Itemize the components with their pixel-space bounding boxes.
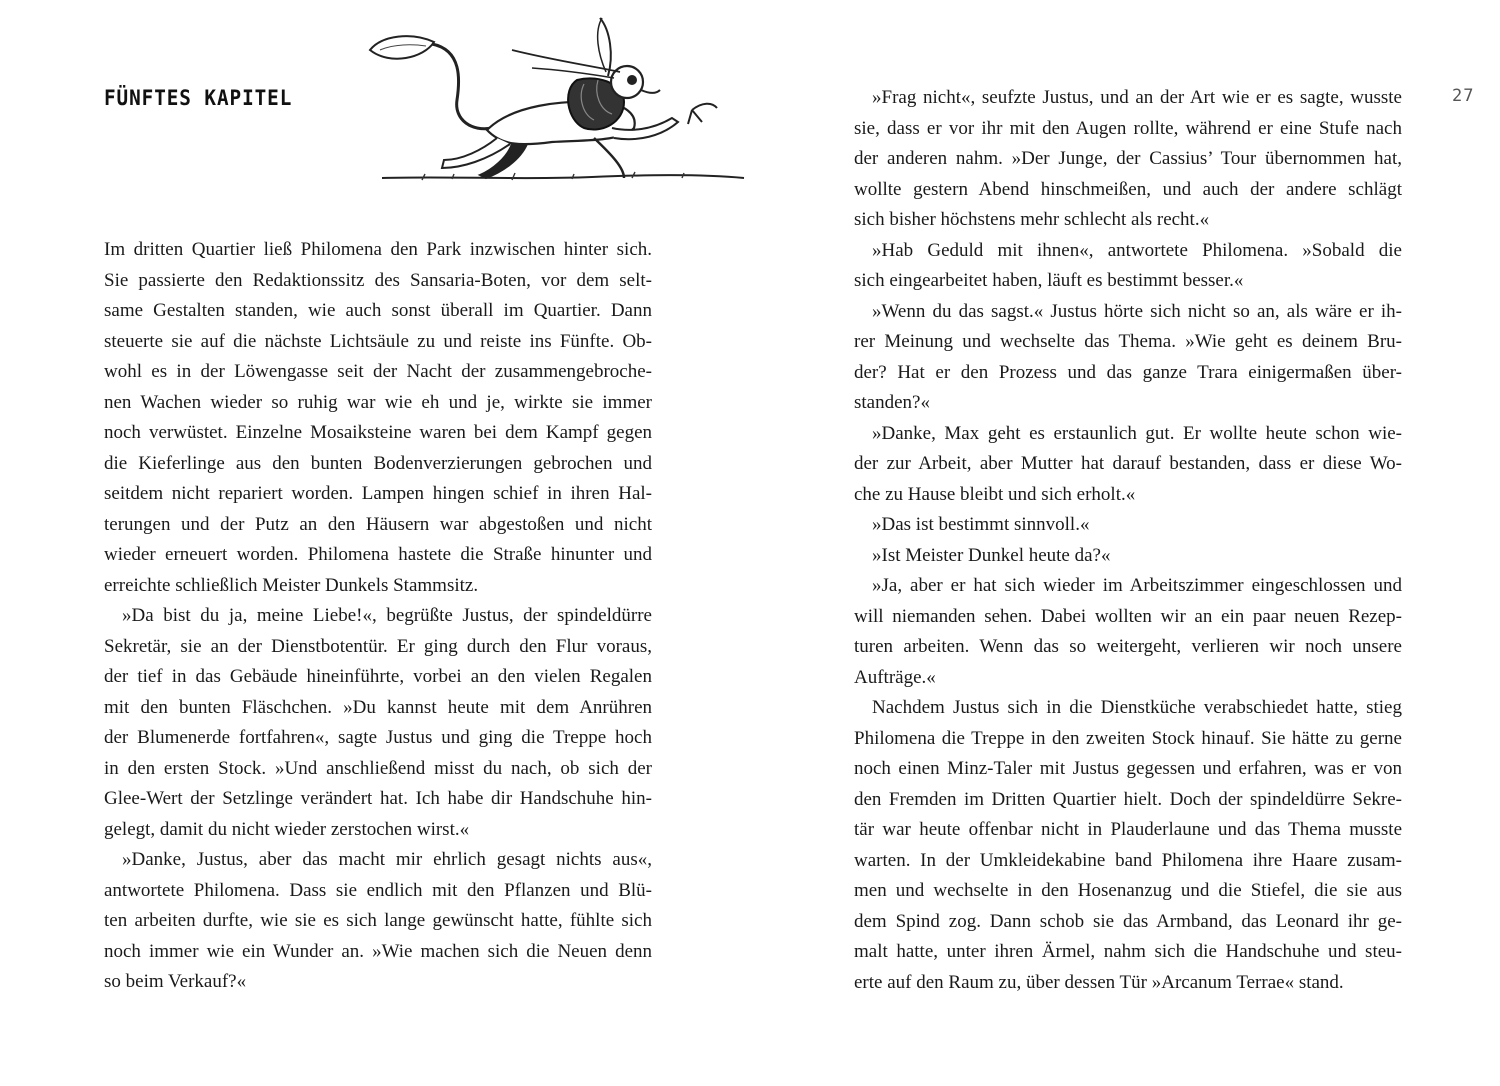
text-line: in den ersten Stock. »Und anschließend misst du nach, ob sich der	[104, 757, 652, 779]
text-line: »Da bist du ja, meine Liebe!«, begrüßte Justus, der spindeldürre	[122, 605, 652, 626]
text-line: sich bisher höchstens mehr schlecht als recht.«	[854, 209, 1210, 230]
text-line: men und wechselte in den Hosenanzug und die Stiefel, die sie aus	[854, 880, 1402, 901]
text-line: die Kieferlinge aus den bunten Bodenverzierungen gebrochen und	[104, 452, 652, 474]
text-line: malt hatte, unter ihren Ärmel, nahm sich die Handschuhe und steu-	[854, 941, 1402, 962]
left-text-column	[104, 235, 652, 998]
text-line: »Das ist bestimmt sinnvoll.«	[872, 514, 1090, 535]
text-line: Philomena die Treppe in den zweiten Stock hinauf. Sie hätte zu gerne	[854, 727, 1402, 749]
text-line: den Fremden im Dritten Quartier hielt. Doch der spindeldürre Sekre-	[854, 788, 1402, 810]
text-line: »Frag nicht«, seufzte Justus, und an der Art wie er es sagte, wusste	[872, 87, 1402, 108]
text-line: gelegt, damit du nicht wieder zerstochen wirst.«	[104, 818, 470, 840]
running-lion-creature-illustration	[362, 10, 752, 190]
text-line: antwortete Philomena. Dass sie endlich mit den Pflanzen und Blü-	[104, 879, 652, 901]
page-number: 27	[1452, 86, 1475, 106]
text-line: »Ist Meister Dunkel heute da?«	[872, 544, 1111, 566]
text-line: dem Spind zog. Dann schob sie das Armband, das Leonard ihr ge-	[854, 910, 1402, 932]
text-line: terungen und der Putz an den Häusern war abgestoßen und nicht	[104, 513, 652, 535]
text-line: mit den bunten Fläschchen. »Du kannst heute mit dem Anrühren	[104, 696, 652, 718]
text-line: seitdem nicht repariert worden. Lampen hingen schief in ihren Hal-	[104, 483, 652, 504]
text-line: »Danke, Max geht es erstaunlich gut. Er wollte heute schon wie-	[872, 422, 1402, 444]
text-line: Sie passierte den Redaktionssitz des Sansaria-Boten, vor dem selt-	[104, 269, 652, 291]
text-line: nen Wachen wieder so ruhig war wie eh und je, wirkte sie immer	[104, 391, 652, 413]
text-line: »Ja, aber er hat sich wieder im Arbeitszimmer eingeschlossen und	[872, 575, 1402, 596]
text-line: so beim Verkauf?«	[104, 971, 247, 992]
text-line: standen?«	[854, 392, 930, 413]
text-line: der Blumenerde fortfahren«, sagte Justus und ging die Treppe hoch	[104, 727, 652, 748]
text-line: der tief in das Gebäude hineinführte, vorbei an den vielen Regalen	[104, 666, 652, 687]
right-text-column	[854, 83, 1402, 998]
text-line: Nachdem Justus sich in die Dienstküche verabschiedet hatte, stieg	[872, 697, 1402, 718]
text-line: tär war heute offenbar nicht in Plauderlaune und das Thema musste	[854, 819, 1402, 840]
text-line: noch einen Minz-Taler mit Justus gegessen und erfahren, was er von	[854, 758, 1402, 779]
text-line: wollte gestern Abend hinschmeißen, und auch der andere schlägt	[854, 178, 1402, 200]
text-line: Aufträge.«	[854, 666, 936, 688]
text-line: Im dritten Quartier ließ Philomena den Park inzwischen hinter sich.	[104, 239, 652, 260]
text-line: noch verwüstet. Einzelne Mosaiksteine waren bei dem Kampf gegen	[104, 422, 652, 443]
text-line: ten arbeiten durfte, wie sie es sich lange gewünscht hatte, fühlte sich	[104, 910, 652, 931]
text-line: der? Hat er den Prozess und das ganze Trara einigermaßen über-	[854, 361, 1402, 383]
text-line: noch immer wie ein Wunder an. »Wie machen sich die Neuen denn	[104, 940, 652, 962]
text-line: »Danke, Justus, aber das macht mir ehrlich gesagt nichts aus«,	[122, 849, 652, 870]
text-line: steuerte sie auf die nächste Lichtsäule zu und reiste ins Fünfte. Ob-	[104, 330, 652, 352]
text-line: warten. In der Umkleidekabine band Philomena ihre Haare zusam-	[854, 849, 1402, 871]
text-line: turen arbeiten. Wenn das so weitergeht, verlieren wir noch unsere	[854, 636, 1402, 657]
text-line: same Gestalten standen, wie auch sonst überall im Quartier. Dann	[104, 300, 652, 321]
text-line: will niemanden sehen. Dabei wollten wir an ein paar neuen Rezep-	[854, 605, 1402, 627]
text-line: Sekretär, sie an der Dienstbotentür. Er ging durch den Flur voraus,	[104, 635, 652, 657]
text-line: erreichte schließlich Meister Dunkels Stammsitz.	[104, 574, 479, 596]
text-line: der zur Arbeit, aber Mutter hat darauf bestanden, dass er diese Wo-	[854, 453, 1402, 474]
text-line: rer Meinung und wechselte das Thema. »Wie geht es deinem Bru-	[854, 331, 1402, 352]
text-line: sie, dass er vor ihr mit den Augen rollte, während er eine Stufe nach	[854, 117, 1402, 139]
text-line: Glee-Wert der Setzlinge verändert hat. Ich habe dir Handschuhe hin-	[104, 788, 652, 809]
text-line: erte auf den Raum zu, über dessen Tür »Arcanum Terrae« stand.	[854, 971, 1344, 993]
text-line: »Hab Geduld mit ihnen«, antwortete Philomena. »Sobald die	[872, 239, 1402, 261]
text-line: wieder erneuert worden. Philomena hastete die Straße hinunter und	[104, 544, 652, 565]
running-creature-icon	[362, 10, 752, 190]
chapter-title: FÜNFTES KAPITEL	[104, 86, 293, 110]
text-line: »Wenn du das sagst.« Justus hörte sich nicht so an, als wäre er ih-	[872, 300, 1402, 322]
text-line: der anderen nahm. »Der Junge, der Cassius’ Tour übernommen hat,	[854, 148, 1402, 169]
text-line: che zu Hause bleibt und sich erholt.«	[854, 483, 1136, 505]
text-line: sich eingearbeitet haben, läuft es bestimmt besser.«	[854, 270, 1244, 291]
text-line: wohl es in der Löwengasse seit der Nacht der zusammengebroche-	[104, 361, 652, 382]
